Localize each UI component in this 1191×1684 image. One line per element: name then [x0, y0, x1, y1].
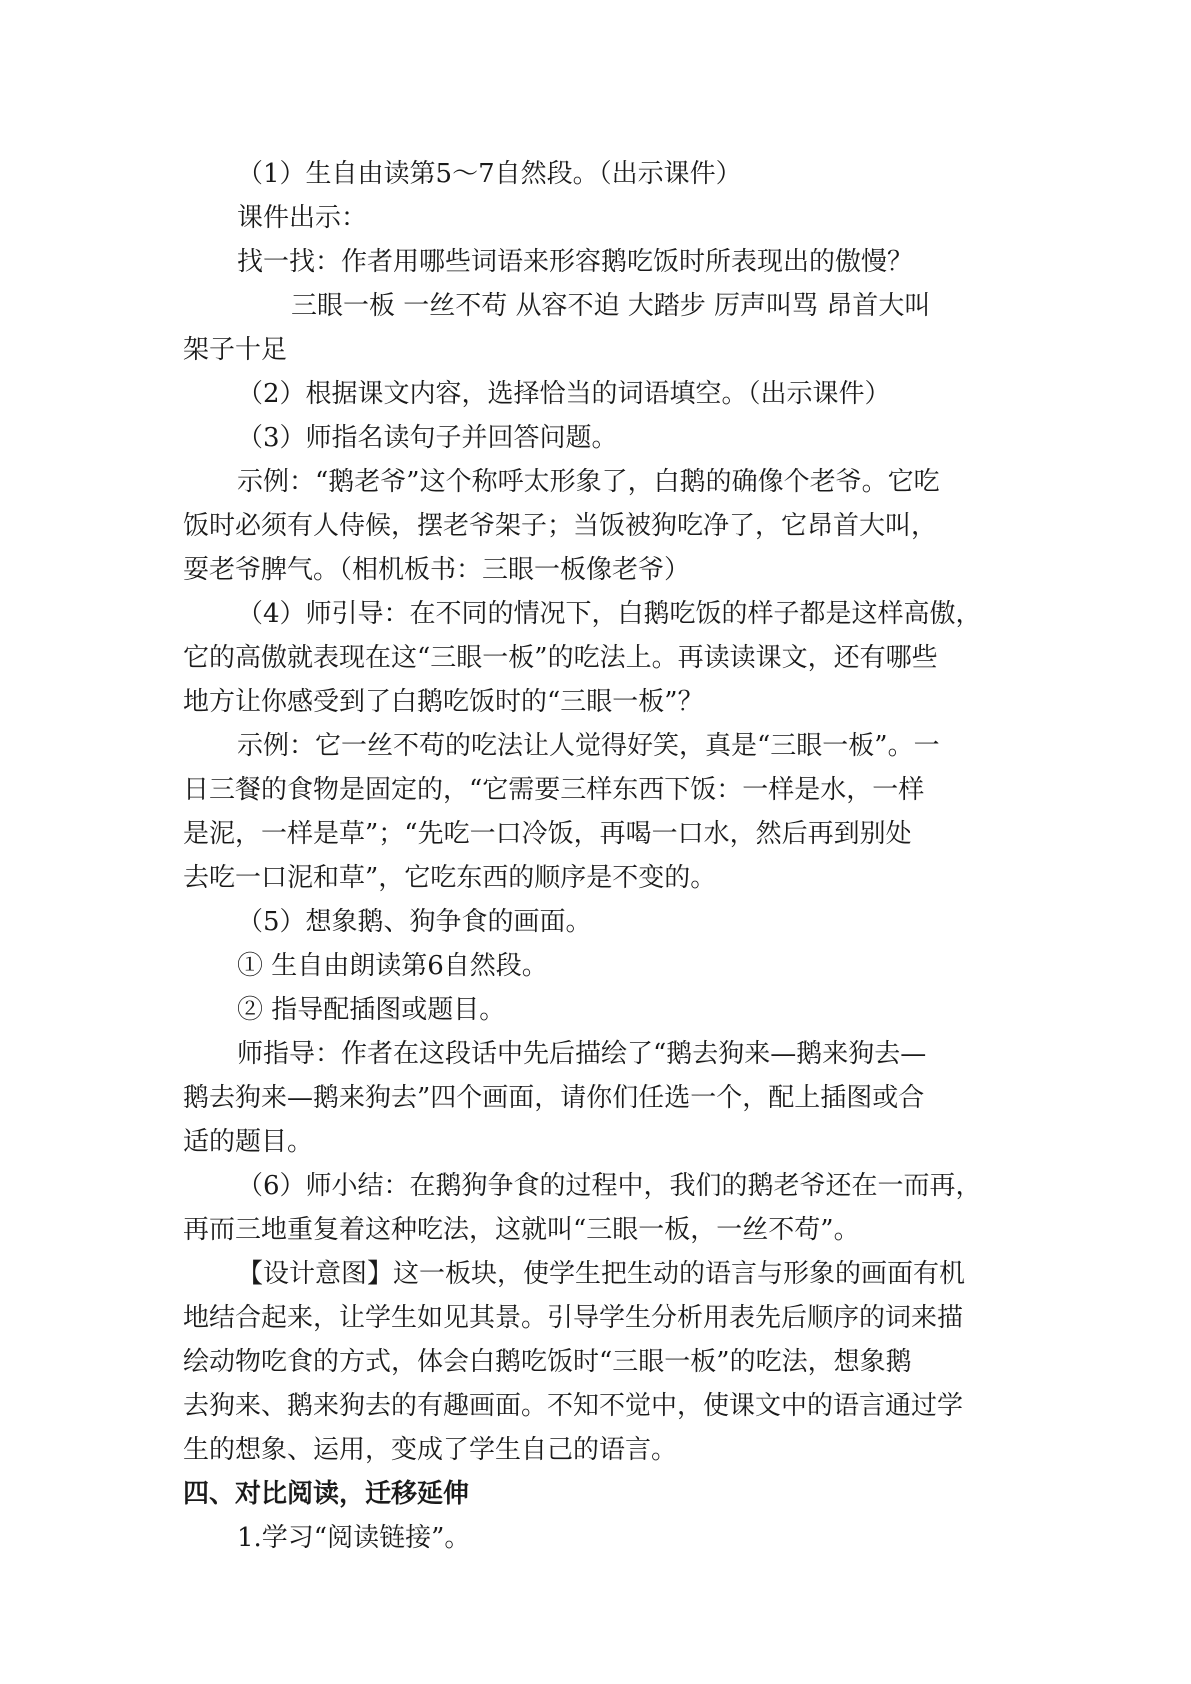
paragraph-line: 再而三地重复着这种吃法，这就叫“三眼一板，一丝不苟”。	[183, 1215, 860, 1245]
paragraph-line: 找一找：作者用哪些词语来形容鹅吃饭时所表现出的傲慢？	[237, 247, 914, 277]
paragraph-line: （6）师小结：在鹅狗争食的过程中，我们的鹅老爷还在一而再，	[237, 1171, 982, 1201]
paragraph-line: 1.学习“阅读链接”。	[237, 1523, 471, 1553]
paragraph-line: 师指导：作者在这段话中先后描绘了“鹅去狗来—鹅来狗去—	[237, 1039, 927, 1069]
paragraph-line: 生的想象、运用，变成了学生自己的语言。	[183, 1435, 678, 1465]
paragraph-line: 示例：“鹅老爷”这个称呼太形象了，白鹅的确像个老爷。它吃	[237, 467, 940, 497]
paragraph-line: ② 指导配插图或题目。	[237, 995, 506, 1025]
paragraph-line: （2）根据课文内容，选择恰当的词语填空。（出示课件）	[237, 379, 891, 409]
paragraph-line: 鹅去狗来—鹅来狗去”四个画面，请你们任选一个，配上插图或合	[183, 1083, 925, 1113]
word-list-line: 三眼一板 一丝不苟 从容不迫 大踏步 厉声叫骂 昂首大叫	[291, 291, 931, 321]
document-body	[183, 152, 1023, 1560]
paragraph-line: 是泥，一样是草”；“先吃一口冷饭，再喝一口水，然后再到别处	[183, 819, 912, 849]
word-list-line: 架子十足	[183, 335, 288, 365]
paragraph-line: （4）师引导：在不同的情况下，白鹅吃饭的样子都是这样高傲，	[237, 599, 982, 629]
paragraph-line: 去吃一口泥和草”，它吃东西的顺序是不变的。	[183, 863, 717, 893]
paragraph-line: 日三餐的食物是固定的，“它需要三样东西下饭：一样是水，一样	[183, 775, 925, 805]
paragraph-line: 【设计意图】这一板块，使学生把生动的语言与形象的画面有机	[237, 1259, 966, 1289]
paragraph-line: 地方让你感受到了白鹅吃饭时的“三眼一板”？	[183, 687, 704, 717]
paragraph-line: ① 生自由朗读第6自然段。	[237, 951, 548, 981]
paragraph-line: 课件出示：	[237, 203, 368, 233]
paragraph-line: 适的题目。	[183, 1127, 314, 1157]
paragraph-line: （5）想象鹅、狗争食的画面。	[237, 907, 592, 937]
paragraph-line: 绘动物吃食的方式，体会白鹅吃饭时“三眼一板”的吃法，想象鹅	[183, 1347, 912, 1377]
paragraph-line: （1）生自由读第5～7自然段。（出示课件）	[237, 159, 742, 189]
paragraph-line: 耍老爷脾气。（相机板书：三眼一板像老爷）	[183, 555, 691, 585]
section-heading: 四、对比阅读，迁移延伸	[183, 1479, 470, 1509]
paragraph-line: 它的高傲就表现在这“三眼一板”的吃法上。再读读课文，还有哪些	[183, 643, 938, 673]
paragraph-line: 示例：它一丝不苟的吃法让人觉得好笑，真是“三眼一板”。一	[237, 731, 940, 761]
paragraph-line: 去狗来、鹅来狗去的有趣画面。不知不觉中，使课文中的语言通过学	[183, 1391, 964, 1421]
paragraph-line: （3）师指名读句子并回答问题。	[237, 423, 618, 453]
paragraph-line: 地结合起来，让学生如见其景。引导学生分析用表先后顺序的词来描	[183, 1303, 964, 1333]
paragraph-line: 饭时必须有人侍候，摆老爷架子；当饭被狗吃净了，它昂首大叫，	[183, 511, 938, 541]
